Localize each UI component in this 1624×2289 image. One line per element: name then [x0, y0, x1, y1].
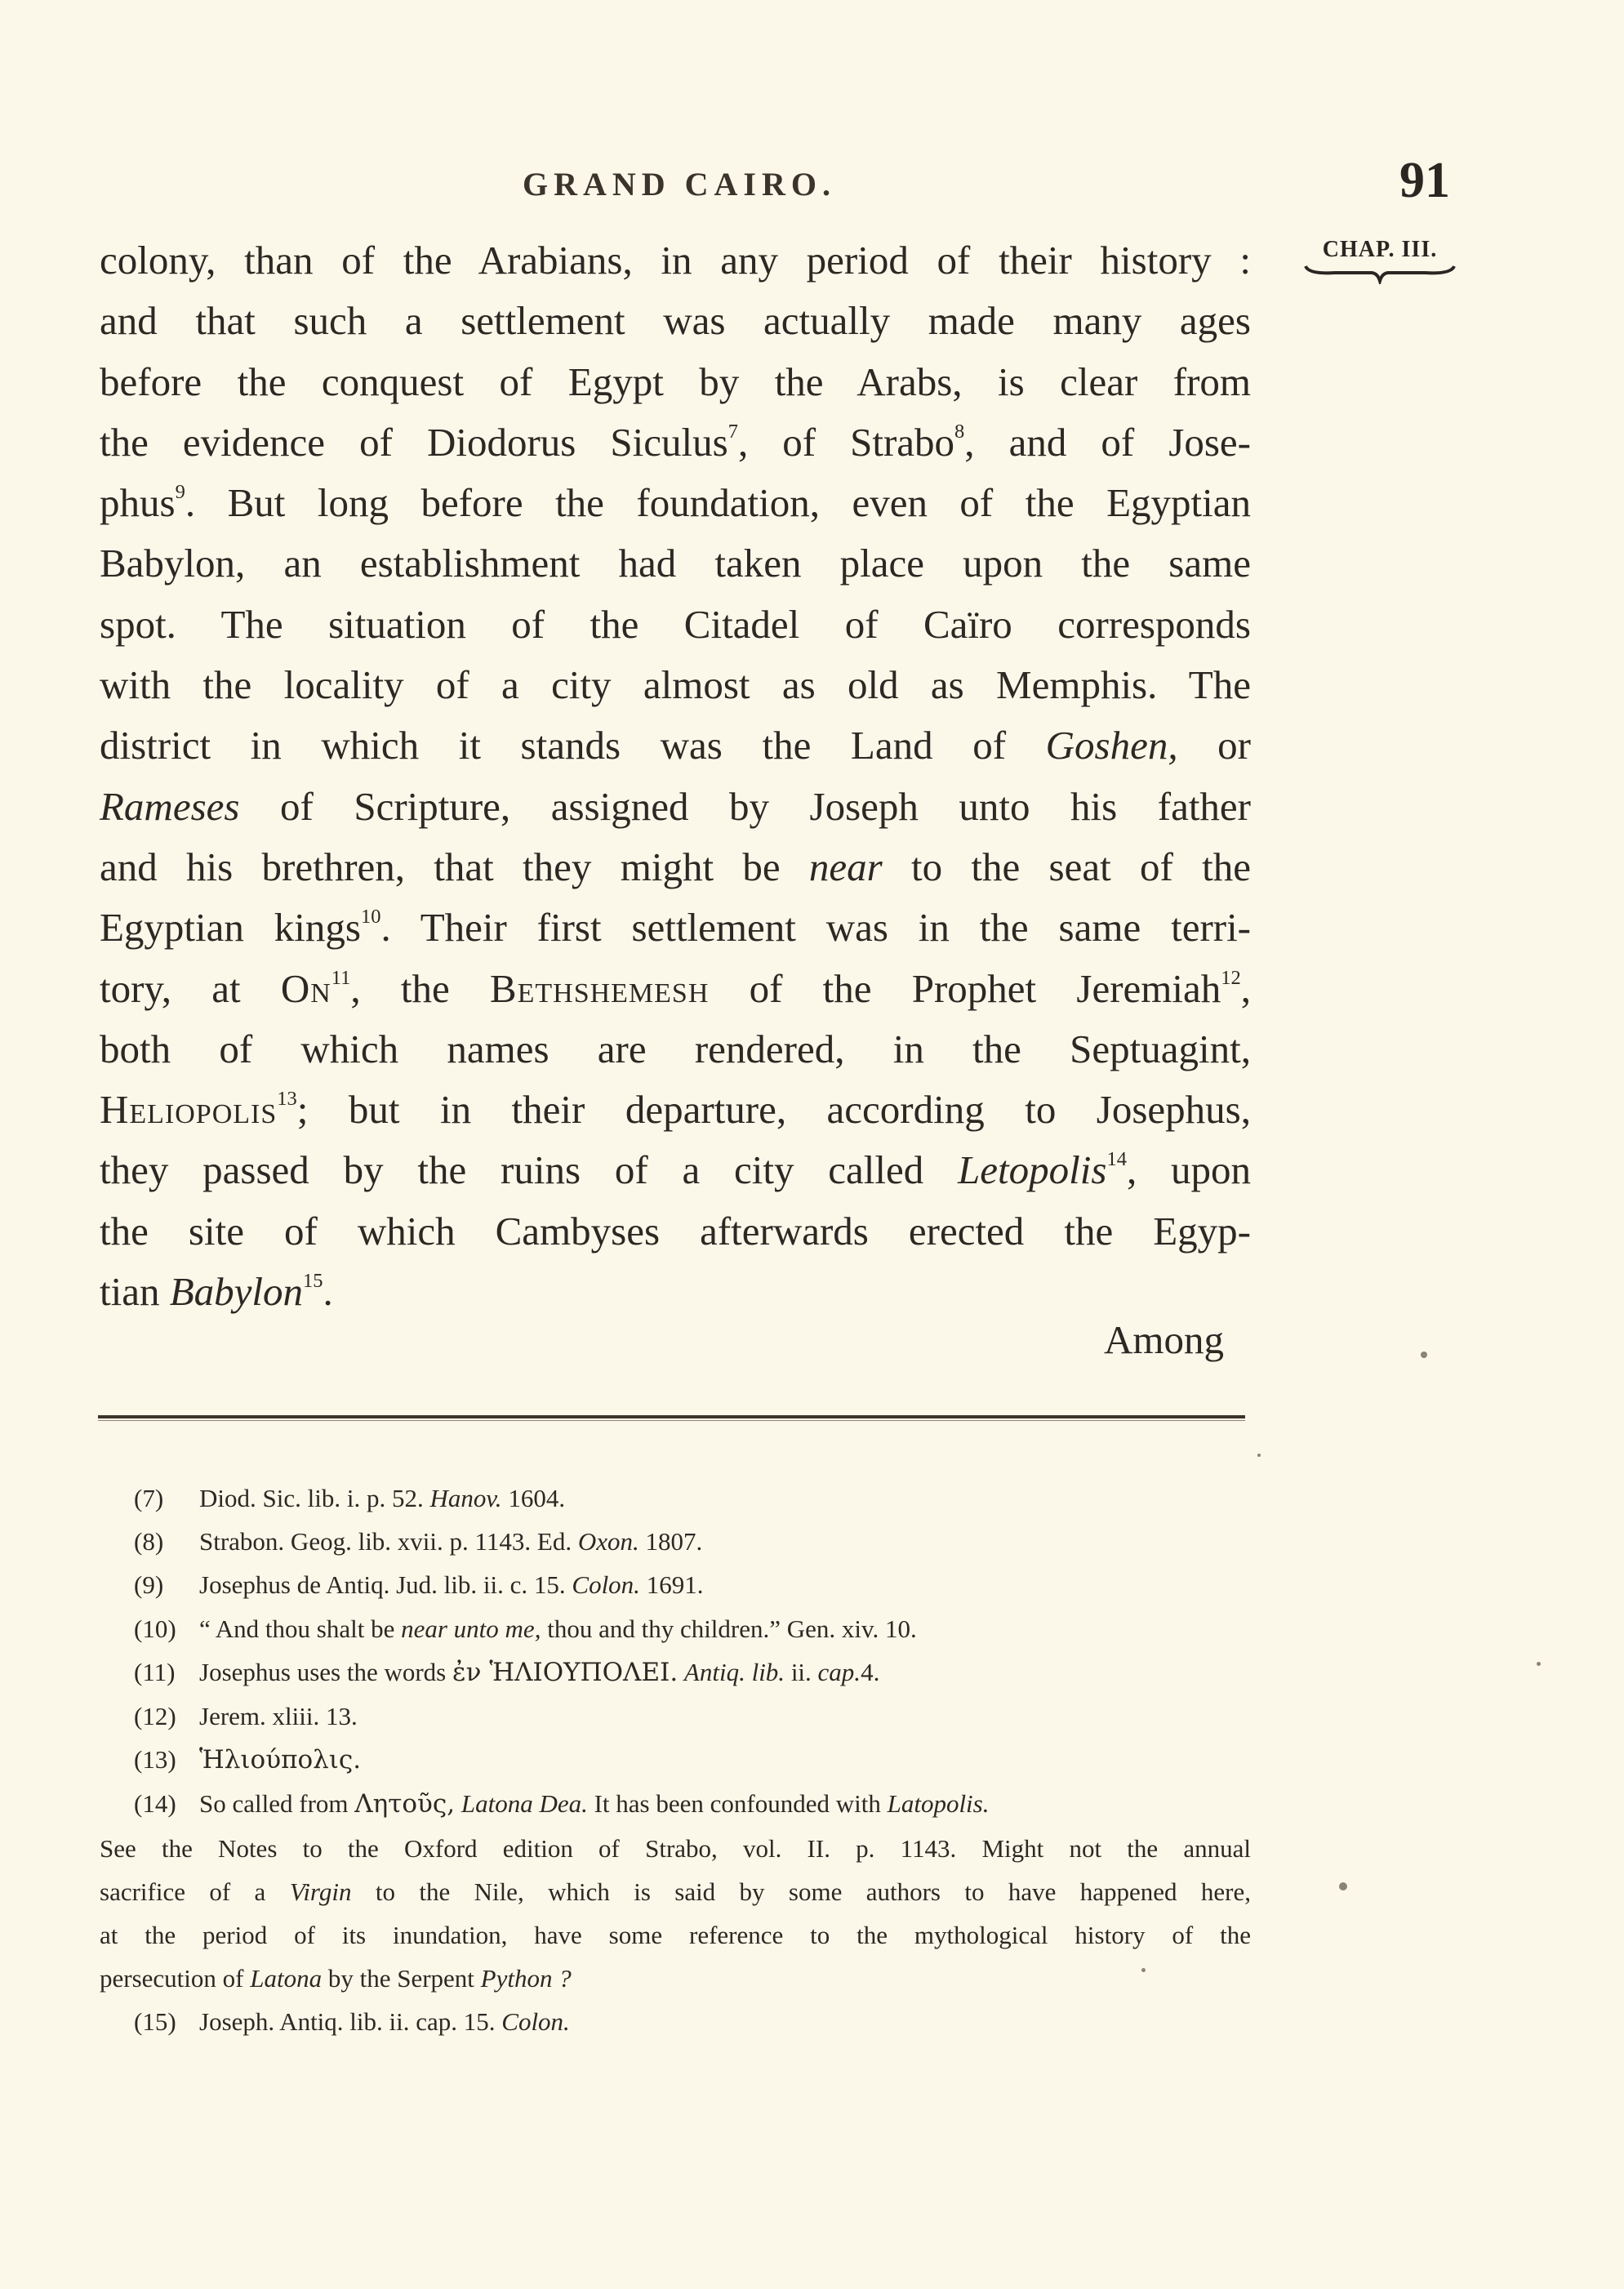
text-line: tian Babylon$^{15}$. [100, 1269, 333, 1315]
text-line: before the conquest of Egypt by the Arabs, is clear from [100, 358, 1251, 404]
chapter-label: CHAP. III. [1322, 237, 1438, 262]
footnote-10: (10) “ And thou shalt be near unto me, thou and thy children.” Gen. xiv. 10. [134, 1614, 917, 1643]
text-line: spot. The situation of the Citadel of Caïro corresponds [100, 601, 1251, 647]
text-line: phus$^9$. But long before the foundation, even of the Egyptian [100, 480, 1251, 526]
paper-speck [1421, 1352, 1427, 1358]
text-line: and his brethren, that they might be near to the seat of the [100, 844, 1251, 889]
text-line: the evidence of Diodorus Siculus$^7$, of Strabo$^8$, and of Jose- [100, 419, 1251, 465]
text-line: both of which names are rendered, in the Septuagint, [100, 1026, 1251, 1071]
footnote-8: (8) Strabon. Geog. lib. xvii. p. 1143. Ed. Oxon. 1807. [134, 1527, 703, 1556]
paper-speck [1339, 1882, 1347, 1890]
text-line: and that such a settlement was actually made many ages [100, 298, 1251, 344]
paper-speck [1537, 1662, 1541, 1666]
text-line: tory, at On$^{11}$, the Bethshemesh of the Prophet Jeremiah$^{12}$, [100, 965, 1251, 1011]
footnote-14-continued: sacrifice of a Virgin to the Nile, which is said by some authors to have happened here, [100, 1877, 1251, 1906]
chapter-marginal-note [1302, 237, 1457, 284]
text-line: Egyptian kings$^{10}$. Their first settlement was in the same terri- [100, 905, 1252, 951]
footnote-13: (13) Ἡλιούπολις. [134, 1745, 362, 1775]
paper-speck [1141, 1968, 1146, 1972]
footnote-14-continued: at the period of its inundation, have some reference to the mythological history of the [100, 1921, 1251, 1950]
text-line: Heliopolis$^{13}$; but in their departure, according to Josephus, [100, 1087, 1251, 1133]
text-line: Rameses of Scripture, assigned by Joseph unto his father [100, 783, 1251, 829]
text-line: district in which it stands was the Land of Goshen, or [100, 723, 1251, 768]
footnote-14-continued: persecution of Latona by the Serpent Python ? [100, 1964, 572, 1993]
running-title: GRAND CAIRO. [523, 166, 836, 203]
footnote-11: (11) Josephus uses the words ἐν ἩΛΙΟΥΠΟΛΕΙ. Antiq. lib. ii. cap.4. [134, 1657, 880, 1687]
text-line: colony, than of the Arabians, in any period of their history : [100, 238, 1251, 283]
text-line: the site of which Cambyses afterwards erected the Egyp- [100, 1208, 1251, 1254]
page-number: 91 [1399, 153, 1450, 208]
text-line: they passed by the ruins of a city called Letopolis$^{14}$, upon [100, 1147, 1252, 1193]
paper-speck [1257, 1454, 1261, 1457]
footnote-12: (12) Jerem. xliii. 13. [134, 1702, 358, 1731]
footnotes [100, 1476, 1251, 2044]
running-head [0, 153, 1624, 209]
text-line: Babylon, an establishment had taken place upon the same [100, 541, 1251, 586]
footnote-14-continued: See the Notes to the Oxford edition of Strabo, vol. II. p. 1143. Might not the annual [100, 1833, 1251, 1863]
footnote-7: (7) Diod. Sic. lib. i. p. 52. Hanov. 1604. [134, 1484, 566, 1512]
footnote-14: (14) So called from Λητοῦς, Latona Dea. It has been confounded with Latopolis. [134, 1789, 990, 1819]
text-line: with the locality of a city almost as old as Memphis. The [100, 662, 1251, 708]
main-text [100, 230, 1251, 1322]
footnote-15: (15) Joseph. Antiq. lib. ii. cap. 15. Colon. [134, 2007, 570, 2037]
footnote-9: (9) Josephus de Antiq. Jud. lib. ii. c. 15. Colon. 1691. [134, 1570, 704, 1600]
catchword: Among [1104, 1317, 1224, 1362]
footnote-rule-thin [98, 1420, 1245, 1421]
footnote-rule [98, 1415, 1245, 1418]
brace-ornament [1302, 263, 1457, 284]
